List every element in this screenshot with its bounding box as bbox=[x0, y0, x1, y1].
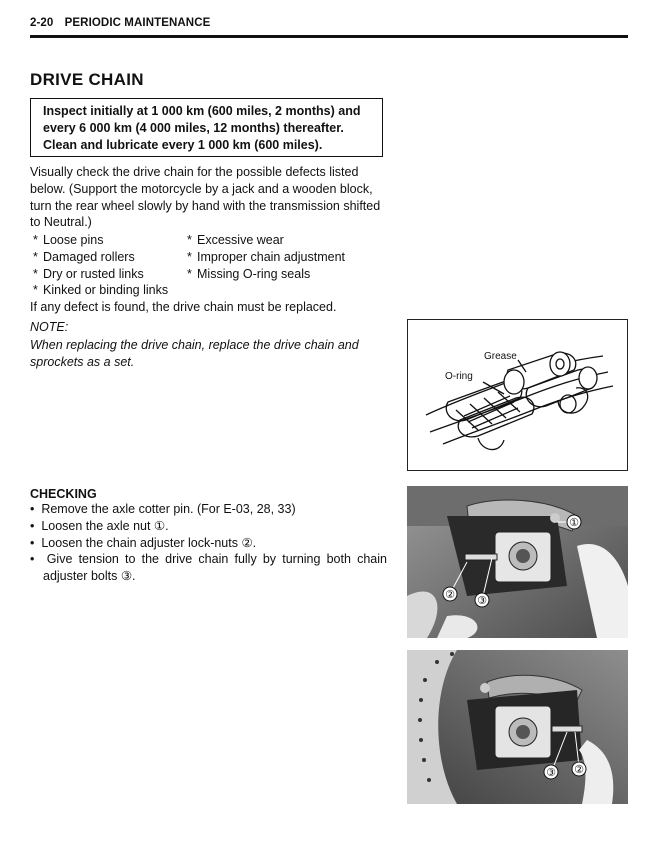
intro-line-4: to Neutral.) bbox=[30, 215, 92, 230]
callout-1: ① bbox=[569, 516, 579, 529]
step-2: • Loosen the axle nut ①. bbox=[30, 518, 169, 533]
step-4: • Give tension to the drive chain fully by turning both chain adjuster bolts ③. bbox=[30, 552, 387, 584]
intro-line-3: turn the rear wheel slowly by hand with the transmission shifted bbox=[30, 198, 381, 213]
defect-list-right bbox=[184, 232, 345, 282]
intro-line-1: Visually check the drive chain for the possible defects listed bbox=[30, 165, 359, 179]
step-3: • Loosen the chain adjuster lock-nuts ②. bbox=[30, 535, 257, 550]
list-item: * Improper chain adjustment bbox=[187, 249, 345, 264]
callout-3: ③ bbox=[477, 594, 487, 607]
list-item: * Missing O-ring seals bbox=[187, 266, 311, 281]
page-title: DRIVE CHAIN bbox=[30, 70, 144, 89]
checking-heading: CHECKING bbox=[30, 487, 97, 501]
inspect-line-2: every 6 000 km (4 000 miles, 12 months) thereafter. bbox=[43, 121, 344, 135]
adjuster-photo-1-image bbox=[407, 486, 628, 638]
list-item: * Excessive wear bbox=[187, 233, 284, 247]
grease-label: Grease bbox=[484, 351, 517, 362]
intro-line-2: below. (Support the motorcycle by a jack and a wooden block, bbox=[30, 181, 373, 196]
inspect-line-1: Inspect initially at 1 000 km (600 miles, 2 months) and bbox=[43, 104, 361, 118]
checking-steps bbox=[30, 501, 387, 585]
page-number: 2-20 bbox=[30, 17, 54, 29]
callout-2: ② bbox=[574, 763, 584, 776]
note-line-2: sprockets as a set. bbox=[30, 354, 135, 369]
list-item: * Dry or rusted links bbox=[33, 266, 144, 281]
callout-2: ② bbox=[445, 588, 455, 601]
inspect-line-3: Clean and lubricate every 1 000 km (600 miles). bbox=[43, 138, 323, 152]
note-text bbox=[30, 337, 387, 371]
note-line-1: When replacing the drive chain, replace the drive chain and bbox=[30, 338, 359, 352]
list-item: * Kinked or binding links bbox=[33, 283, 169, 298]
chain-diagram bbox=[407, 319, 628, 471]
page-header bbox=[30, 17, 628, 38]
list-item: * Damaged rollers bbox=[33, 249, 135, 264]
callout-3: ③ bbox=[546, 766, 556, 779]
intro-paragraph bbox=[30, 164, 387, 231]
oring-label: O-ring bbox=[445, 371, 473, 382]
note-label: NOTE: bbox=[30, 320, 69, 334]
replace-statement: If any defect is found, the drive chain must be replaced. bbox=[30, 300, 337, 314]
inspection-interval-box bbox=[30, 98, 383, 157]
adjuster-photo-2-image bbox=[407, 650, 628, 804]
adjuster-photo-2 bbox=[407, 650, 628, 804]
defect-list-left bbox=[30, 232, 168, 299]
step-1: • Remove the axle cotter pin. (For E-03, 28, 33) bbox=[30, 502, 296, 516]
list-item: * Loose pins bbox=[33, 233, 104, 247]
adjuster-photo-1 bbox=[407, 486, 628, 638]
section-title: PERIODIC MAINTENANCE bbox=[64, 17, 211, 29]
chain-illustration bbox=[408, 320, 627, 470]
